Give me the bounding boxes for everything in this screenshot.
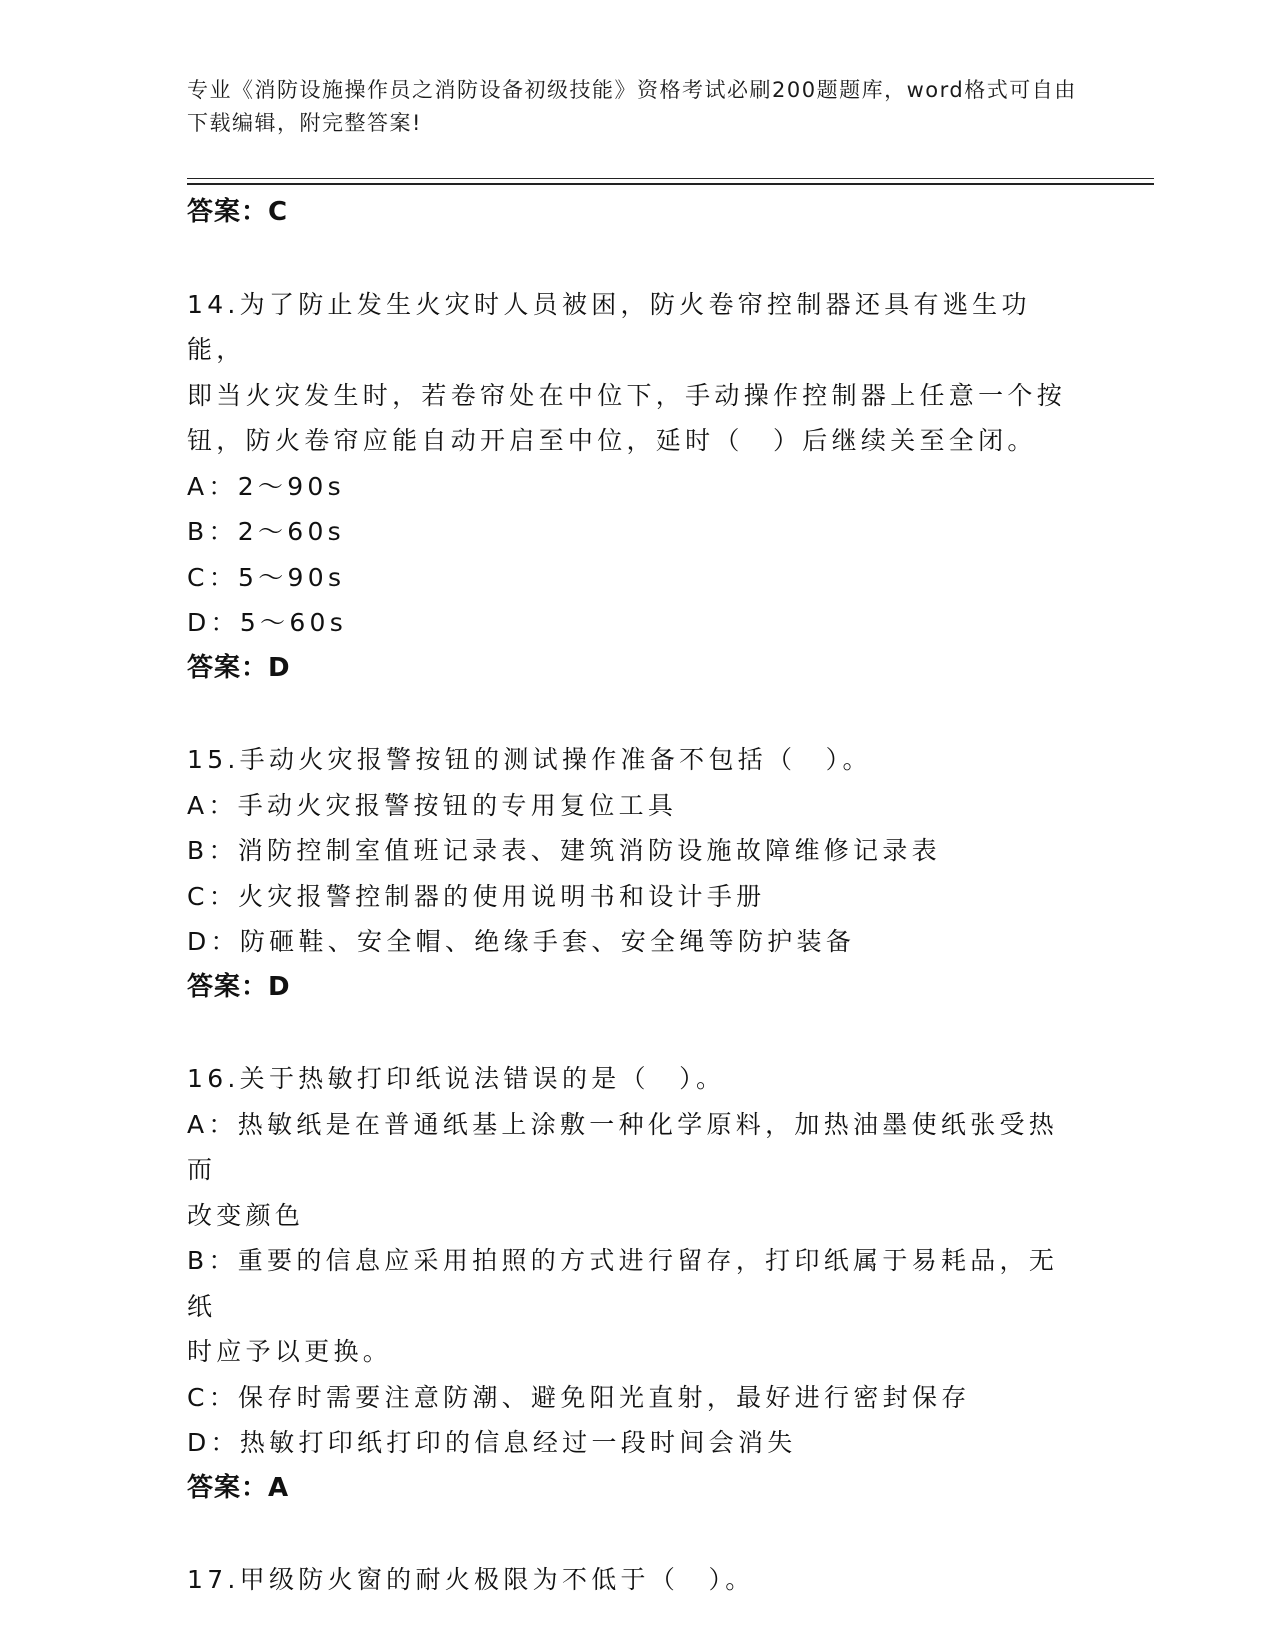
question-14-option-d: D：5～60s bbox=[187, 608, 348, 637]
answer-16: 答案：A bbox=[187, 1472, 290, 1503]
question-15-option-c: C：火灾报警控制器的使用说明书和设计手册 bbox=[187, 881, 766, 911]
question-17 bbox=[187, 1557, 1087, 1603]
question-14-stem-line: 14.为了防止发生火灾时人员被困，防火卷帘控制器还具有逃生功能， bbox=[187, 289, 1031, 364]
question-16-stem-line: 16.关于热敏打印纸说法错误的是（ ）。 bbox=[187, 1064, 726, 1093]
question-15-option-d: D：防砸鞋、安全帽、绝缘手套、安全绳等防护装备 bbox=[187, 927, 856, 956]
question-15-stem-line: 15.手动火灾报警按钮的测试操作准备不包括（ ）。 bbox=[187, 745, 872, 774]
question-content bbox=[187, 190, 1087, 1603]
question-15-option-b: B：消防控制室值班记录表、建筑消防设施故障维修记录表 bbox=[187, 836, 941, 865]
question-16-option-d: D：热敏打印纸打印的信息经过一段时间会消失 bbox=[187, 1428, 797, 1457]
question-15 bbox=[187, 737, 1087, 1010]
question-16-option-a-cont: 改变颜色 bbox=[187, 1200, 305, 1230]
question-16-option-a: A：热敏纸是在普通纸基上涂敷一种化学原料，加热油墨使纸张受热而 bbox=[187, 1109, 1059, 1184]
question-14 bbox=[187, 282, 1087, 692]
question-14-option-b: B：2～60s bbox=[187, 517, 345, 546]
question-15-option-a: A：手动火灾报警按钮的专用复位工具 bbox=[187, 790, 678, 820]
question-14-option-a: A：2～90s bbox=[187, 471, 345, 501]
question-16-option-b: B：重要的信息应采用拍照的方式进行留存，打印纸属于易耗品，无纸 bbox=[187, 1246, 1059, 1321]
question-16-option-c: C：保存时需要注意防潮、避免阳光直射，最好进行密封保存 bbox=[187, 1382, 971, 1412]
question-14-option-c: C：5～90s bbox=[187, 562, 346, 592]
answer-14: 答案：D bbox=[187, 652, 291, 683]
document-header: 专业《消防设施操作员之消防设备初级技能》资格考试必刷200题题库，word格式可自由下载编辑，附完整答案! bbox=[187, 78, 1077, 135]
answer-13: 答案：C bbox=[187, 197, 289, 227]
header-divider bbox=[187, 178, 1154, 179]
header-divider-thick bbox=[187, 183, 1154, 185]
answer-15: 答案：D bbox=[187, 971, 291, 1002]
question-14-stem-line: 即当火灾发生时，若卷帘处在中位下，手动操作控制器上任意一个按 bbox=[187, 380, 1067, 410]
question-17-stem-line: 17.甲级防火窗的耐火极限为不低于（ ）。 bbox=[187, 1565, 755, 1594]
question-16-option-b-cont: 时应予以更换。 bbox=[187, 1337, 393, 1366]
question-16 bbox=[187, 1056, 1087, 1511]
question-14-stem-line: 钮，防火卷帘应能自动开启至中位，延时（ ）后继续关至全闭。 bbox=[187, 426, 1037, 455]
